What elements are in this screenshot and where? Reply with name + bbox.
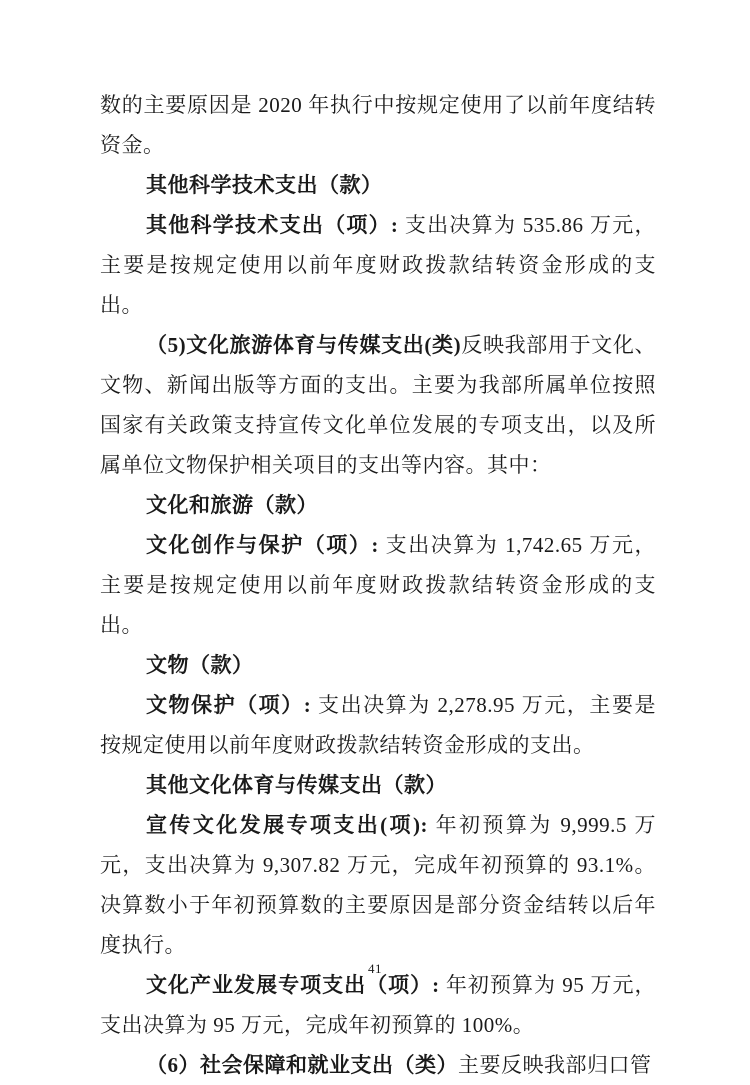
bold-text-segment: 文物（款） bbox=[146, 653, 254, 677]
bold-text-segment: （5)文化旅游体育与传媒支出(类) bbox=[146, 333, 462, 357]
bold-text-segment: 文化和旅游（款） bbox=[146, 493, 318, 517]
bold-text-segment: 其他科学技术支出（项）: bbox=[146, 213, 405, 237]
paragraph bbox=[100, 525, 656, 645]
text-segment: 年初预算为 95 万元，支出决算为 95 万元，完成年初预算的 100%。 bbox=[100, 973, 657, 1037]
text-segment: 反映我部用于文化、文物、新闻出版等方面的支出。主要为我部所属单位按照国家有关政策支持宣传文化单位发展的专项支出，以及所属单位文物保护相关项目的支出等内容。其中： bbox=[100, 333, 657, 477]
text-segment: 主要反映我部归口管 bbox=[458, 1053, 652, 1077]
bold-text-segment: 其他科学技术支出（款） bbox=[146, 173, 383, 197]
paragraph bbox=[100, 1045, 656, 1085]
bold-text-segment: 其他文化体育与传媒支出（款） bbox=[146, 773, 447, 797]
bold-text-segment: 文物保护（项）: bbox=[146, 693, 319, 717]
bold-text-segment: 宣传文化发展专项支出(项): bbox=[146, 813, 436, 837]
paragraph bbox=[100, 165, 656, 205]
paragraph bbox=[100, 205, 656, 325]
bold-text-segment: 文化创作与保护（项）: bbox=[146, 533, 386, 557]
paragraph bbox=[100, 805, 656, 965]
paragraph bbox=[100, 85, 656, 165]
paragraph bbox=[100, 325, 656, 485]
paragraph bbox=[100, 965, 656, 1045]
paragraph bbox=[100, 685, 656, 765]
text-segment: 数的主要原因是 2020 年执行中按规定使用了以前年度结转资金。 bbox=[100, 93, 656, 157]
text-segment: 年初预算为 9,999.5 万元，支出决算为 9,307.82 万元，完成年初预算的 93.1%。决算数小于年初预算数的主要原因是部分资金结转以后年度执行。 bbox=[100, 813, 657, 957]
text-segment: 支出决算为 2,278.95 万元，主要是按规定使用以前年度财政拨款结转资金形成的支出。 bbox=[100, 693, 656, 757]
page-number: 41 bbox=[368, 961, 382, 976]
bold-text-segment: （6）社会保障和就业支出（类） bbox=[146, 1053, 458, 1077]
paragraph bbox=[100, 645, 656, 685]
bold-text-segment: 文化产业发展专项支出（项）: bbox=[146, 973, 446, 997]
paragraph bbox=[100, 765, 656, 805]
text-segment: 支出决算为 1,742.65 万元，主要是按规定使用以前年度财政拨款结转资金形成的支出。 bbox=[100, 533, 656, 637]
text-segment: 支出决算为 535.86 万元，主要是按规定使用以前年度财政拨款结转资金形成的支出。 bbox=[100, 213, 656, 317]
paragraph bbox=[100, 485, 656, 525]
document-body bbox=[100, 85, 656, 1085]
